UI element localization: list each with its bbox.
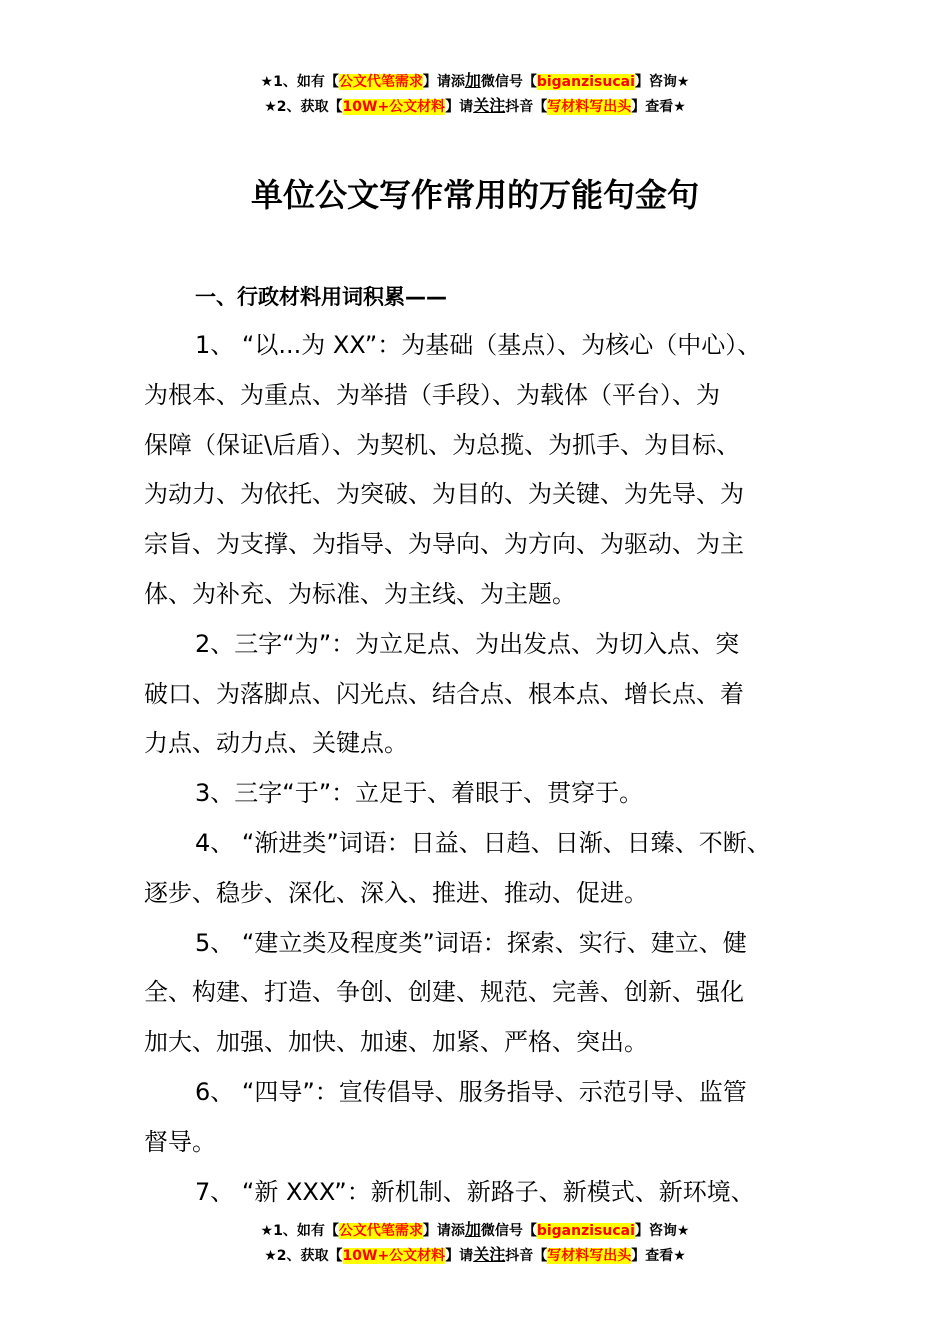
banner-line-2 bbox=[0, 1243, 950, 1268]
paragraph-line: 力点、动力点、关键点。 bbox=[144, 729, 408, 758]
banner-text: 】咨询★ bbox=[634, 1223, 690, 1239]
banner-line-1 bbox=[0, 69, 950, 94]
paragraph-line: 2、三字“为”：为立足点、为出发点、为切入点、突 bbox=[195, 629, 740, 658]
banner-emphasis: 加 bbox=[464, 1220, 481, 1239]
banner-text: ★2、获取【 bbox=[264, 1248, 343, 1264]
paragraph-line: 逐步、稳步、深化、深入、推进、推动、促进。 bbox=[144, 878, 648, 907]
douyin-id-highlight: 写材料写出头 bbox=[547, 99, 632, 115]
banner-highlight: 公文代笔需求 bbox=[338, 1223, 423, 1239]
banner-highlight: 公文代笔需求 bbox=[338, 74, 423, 90]
banner-text: 】查看★ bbox=[631, 99, 686, 115]
paragraph-line: 为动力、为依托、为突破、为目的、为关键、为先导、为 bbox=[144, 480, 744, 509]
douyin-id-highlight: 写材料写出头 bbox=[547, 1248, 632, 1264]
banner-text: 】请添 bbox=[422, 74, 465, 90]
paragraph-line: 宗旨、为支撑、为指导、为导向、为方向、为驱动、为主 bbox=[144, 530, 744, 559]
paragraph-line: 督导。 bbox=[144, 1127, 216, 1156]
top-banner bbox=[0, 69, 950, 119]
banner-text: 】请添 bbox=[422, 1223, 465, 1239]
banner-text: 微信号【 bbox=[480, 74, 537, 90]
banner-text: ★1、如有【 bbox=[260, 74, 339, 90]
banner-emphasis: 加 bbox=[464, 71, 481, 90]
banner-text: 】查看★ bbox=[631, 1248, 686, 1264]
banner-text: ★1、如有【 bbox=[260, 1223, 339, 1239]
banner-text: 抖音【 bbox=[505, 99, 548, 115]
paragraph-line: 破口、为落脚点、闪光点、结合点、根本点、增长点、着 bbox=[144, 679, 744, 708]
banner-emphasis: 关注 bbox=[473, 1245, 506, 1264]
paragraph-line: 5、 “建立类及程度类”词语：探索、实行、建立、健 bbox=[195, 928, 747, 957]
paragraph-line: 加大、加强、加快、加速、加紧、严格、突出。 bbox=[144, 1028, 648, 1057]
banner-text: 抖音【 bbox=[505, 1248, 548, 1264]
banner-text: 】请 bbox=[445, 1248, 474, 1264]
banner-highlight: 10W+公文材料 bbox=[342, 99, 446, 115]
bottom-banner bbox=[0, 1218, 950, 1268]
banner-line-1 bbox=[0, 1218, 950, 1243]
paragraph-line: 体、为补充、为标准、为主线、为主题。 bbox=[144, 579, 576, 608]
banner-emphasis: 关注 bbox=[473, 96, 506, 115]
banner-text: 微信号【 bbox=[480, 1223, 537, 1239]
paragraph-line: 保障（保证\后盾）、为契机、为总揽、为抓手、为目标、 bbox=[144, 430, 741, 459]
paragraph-line: 6、 “四导”：宣传倡导、服务指导、示范引导、监管 bbox=[195, 1077, 747, 1106]
wechat-id-highlight: biganzisucai bbox=[536, 74, 635, 90]
paragraph-line: 7、 “新 XXX”：新机制、新路子、新模式、新环境、 bbox=[195, 1177, 755, 1206]
section-heading: 一、行政材料用词积累—— bbox=[195, 285, 447, 309]
paragraph-line: 全、构建、打造、争创、创建、规范、完善、创新、强化 bbox=[144, 978, 744, 1007]
banner-line-2 bbox=[0, 94, 950, 119]
paragraph-line: 1、 “以...为 XX”：为基础（基点）、为核心（中心）、 bbox=[195, 331, 762, 359]
banner-text: ★2、获取【 bbox=[264, 99, 343, 115]
banner-highlight: 10W+公文材料 bbox=[342, 1248, 446, 1264]
paragraph-line: 4、 “渐进类”词语：日益、日趋、日渐、日臻、不断、 bbox=[195, 828, 771, 857]
document-body bbox=[144, 321, 824, 1217]
paragraph-line: 3、三字“于”：立足于、着眼于、贯穿于。 bbox=[195, 779, 644, 808]
paragraph-line: 为根本、为重点、为举措（手段）、为载体（平台）、为 bbox=[144, 380, 720, 409]
banner-text: 】请 bbox=[445, 99, 474, 115]
banner-text: 】咨询★ bbox=[634, 74, 690, 90]
document-title: 单位公文写作常用的万能句金句 bbox=[250, 176, 699, 214]
wechat-id-highlight: biganzisucai bbox=[536, 1223, 635, 1239]
